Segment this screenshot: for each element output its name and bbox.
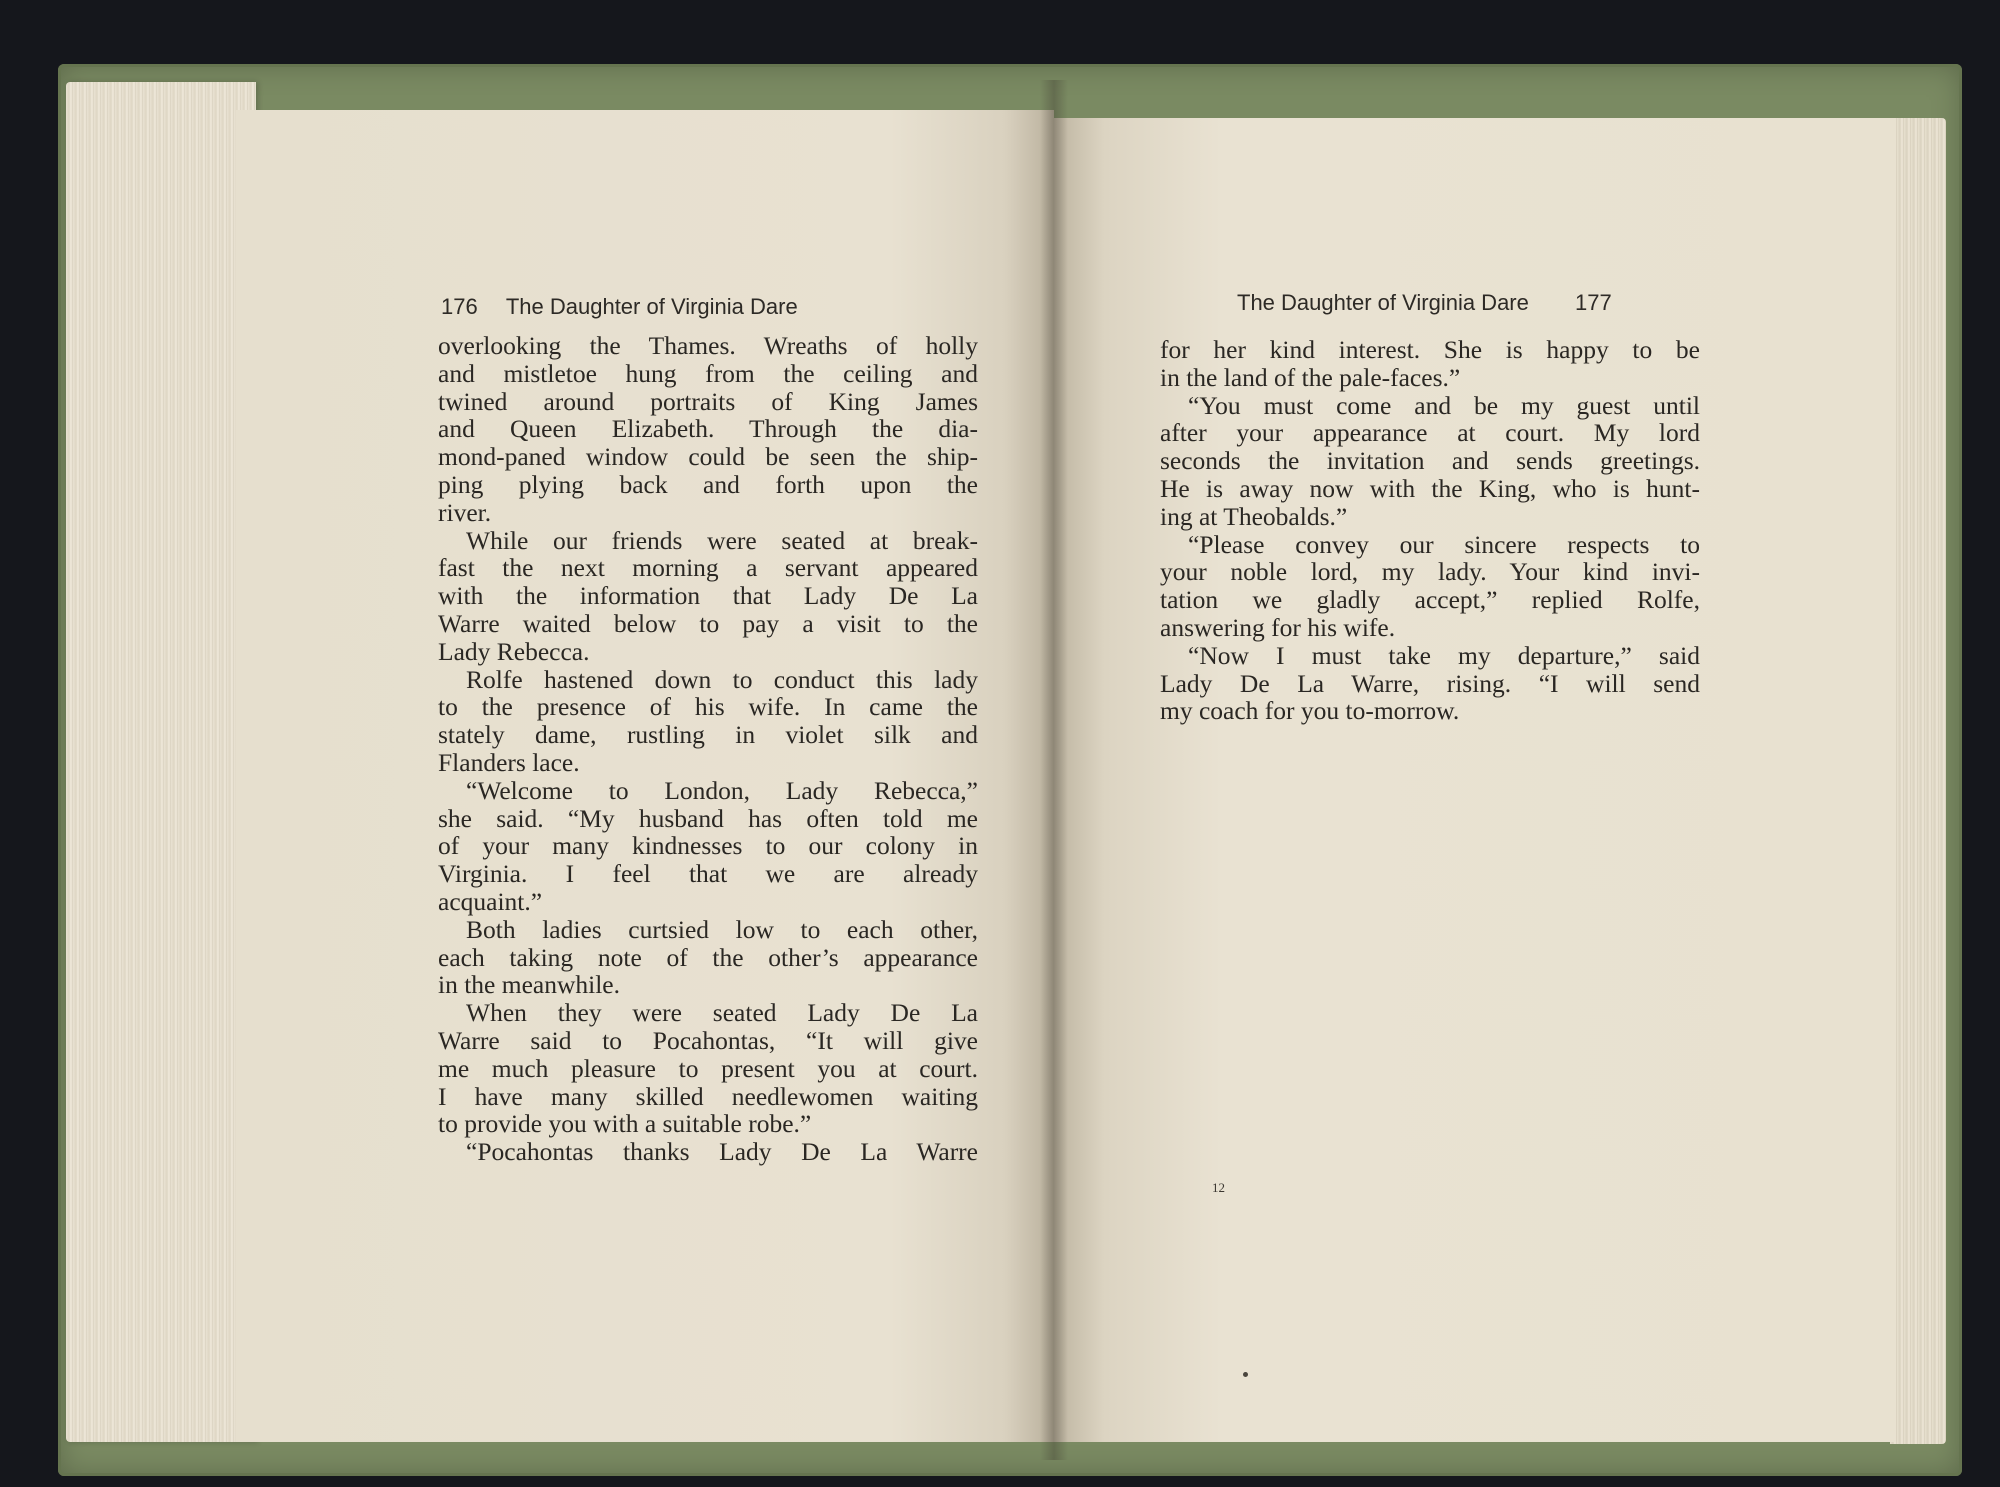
text-line: river. bbox=[438, 497, 492, 527]
text-line: and mistletoe hung from the ceiling and bbox=[438, 358, 978, 388]
text-line: When they were seated Lady De La bbox=[466, 998, 978, 1028]
text-line: He is away now with the King, who is hunt- bbox=[1160, 473, 1700, 503]
text-line: acquaint.” bbox=[438, 886, 543, 916]
text-line: with the information that Lady De La bbox=[438, 581, 978, 611]
right-page bbox=[1054, 118, 1896, 1442]
text-line: “You must come and be my guest until bbox=[1188, 390, 1700, 420]
text-line: for her kind interest. She is happy to be bbox=[1160, 335, 1700, 364]
text-line: tation we gladly accept,” replied Rolfe, bbox=[1160, 585, 1700, 615]
text-line: twined around portraits of King James bbox=[438, 386, 978, 416]
left-page-text bbox=[438, 332, 978, 1166]
page-edges-right bbox=[1890, 118, 1946, 1444]
text-line: Lady Rebecca. bbox=[438, 636, 590, 666]
text-line: of your many kindnesses to our colony in bbox=[438, 831, 978, 861]
text-line: to the presence of his wife. In came the bbox=[438, 692, 978, 722]
text-line: and Queen Elizabeth. Through the dia- bbox=[438, 414, 978, 444]
right-page-text bbox=[1160, 336, 1700, 725]
left-running-head bbox=[441, 294, 798, 320]
signature-mark: 12 bbox=[1212, 1180, 1225, 1195]
text-line: me much pleasure to present you at court. bbox=[438, 1053, 978, 1083]
text-line: Rolfe hastened down to conduct this lady bbox=[466, 664, 978, 694]
text-line: to provide you with a suitable robe.” bbox=[438, 1109, 812, 1139]
text-line: Virginia. I feel that we are already bbox=[438, 859, 978, 889]
text-line: While our friends were seated at break- bbox=[466, 525, 978, 555]
text-line: Flanders lace. bbox=[438, 747, 580, 777]
text-line: your noble lord, my lady. Your kind invi- bbox=[1160, 557, 1700, 587]
text-line: each taking note of the other’s appearance bbox=[438, 942, 978, 972]
text-line: “Welcome to London, Lady Rebecca,” bbox=[466, 775, 978, 805]
text-line: fast the next morning a servant appeared bbox=[438, 553, 978, 583]
text-line: ping plying back and forth upon the bbox=[438, 469, 978, 499]
text-line: mond-paned window could be seen the ship- bbox=[438, 442, 978, 472]
text-line: Warre said to Pocahontas, “It will give bbox=[438, 1025, 978, 1055]
text-line: in the land of the pale-faces.” bbox=[1160, 362, 1461, 392]
right-running-head bbox=[1237, 290, 1612, 316]
text-line: “Now I must take my departure,” said bbox=[1188, 640, 1700, 670]
text-line: in the meanwhile. bbox=[438, 970, 620, 1000]
left-running-title: The Daughter of Virginia Dare bbox=[505, 294, 798, 319]
ink-speck bbox=[1243, 1372, 1248, 1377]
text-line: Both ladies curtsied low to each other, bbox=[466, 914, 978, 944]
page-edges-left bbox=[66, 82, 256, 1442]
text-line: “Pocahontas thanks Lady De La Warre bbox=[466, 1137, 978, 1167]
text-line: my coach for you to-morrow. bbox=[1160, 696, 1460, 726]
text-line: Warre waited below to pay a visit to the bbox=[438, 608, 978, 638]
text-line: stately dame, rustling in violet silk and bbox=[438, 720, 978, 750]
text-line: after your appearance at court. My lord bbox=[1160, 418, 1700, 448]
text-line: Lady De La Warre, rising. “I will send bbox=[1160, 668, 1700, 698]
right-running-title: The Daughter of Virginia Dare bbox=[1237, 290, 1529, 315]
right-page-number: 177 bbox=[1575, 290, 1612, 315]
text-line: “Please convey our sincere respects to bbox=[1188, 529, 1700, 559]
text-line: overlooking the Thames. Wreaths of holly bbox=[438, 331, 978, 360]
text-line: seconds the invitation and sends greetings. bbox=[1160, 446, 1700, 476]
text-line: ing at Theobalds.” bbox=[1160, 501, 1348, 531]
left-page-number: 176 bbox=[441, 294, 478, 319]
text-line: I have many skilled needlewomen waiting bbox=[438, 1081, 978, 1111]
text-line: answering for his wife. bbox=[1160, 612, 1396, 642]
text-line: she said. “My husband has often told me bbox=[438, 803, 978, 833]
book-gutter bbox=[1040, 80, 1068, 1460]
